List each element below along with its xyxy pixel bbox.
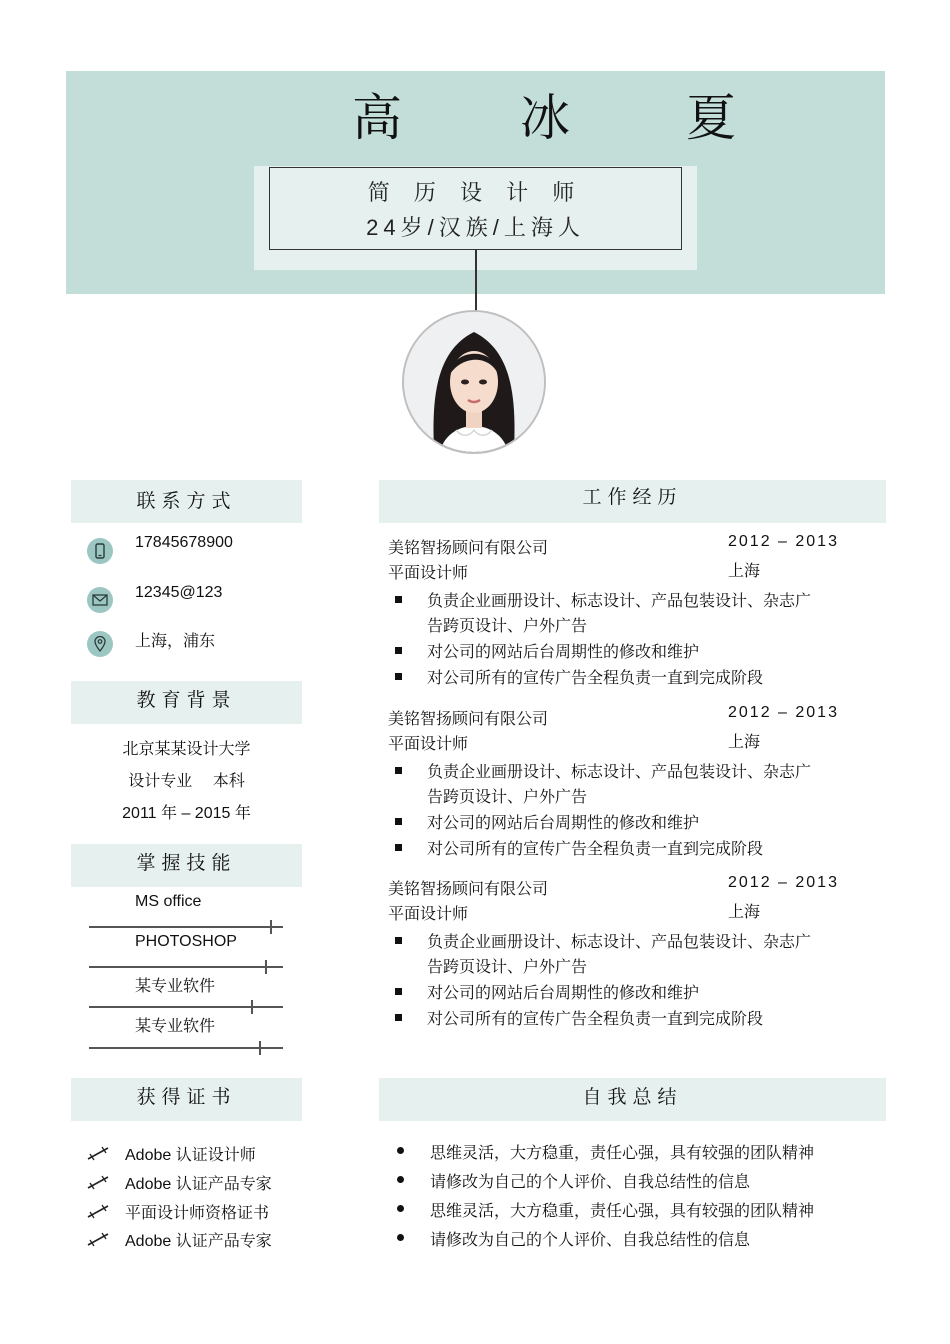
skill-bar (89, 966, 283, 968)
work-location: 上海 (728, 563, 761, 580)
company-name: 美铭智扬顾问有限公司 (388, 711, 549, 728)
job-position: 平面设计师 (388, 736, 469, 753)
work-title: 工作经历 (582, 487, 683, 508)
bullet-square (395, 767, 402, 774)
profile-photo (402, 310, 546, 454)
certificates-title: 获得证书 (136, 1087, 237, 1108)
skill-level-marker (265, 960, 267, 974)
skill-label: MS office (135, 893, 202, 910)
education-title: 教育背景 (136, 690, 237, 711)
certificate-scroll-icon (86, 1174, 110, 1190)
phone-number: 17845678900 (135, 534, 233, 551)
skill-label: 某专业软件 (135, 1018, 216, 1035)
bullet-dot (397, 1147, 404, 1154)
bullet-square (395, 673, 402, 680)
skill-bar (89, 926, 283, 928)
job-title: 简 历 设 计 师 (367, 180, 584, 205)
work-location: 上海 (728, 734, 761, 751)
duty-item: 对公司所有的宣传广告全程负责一直到完成阶段 (427, 841, 764, 858)
contact-title: 联系方式 (136, 491, 237, 512)
address: 上海，浦东 (135, 633, 216, 650)
skill-level-marker (259, 1041, 261, 1055)
name-char-3: 夏 (686, 90, 736, 146)
education-section-header (71, 681, 302, 724)
certificate-item: Adobe 认证设计师 (125, 1147, 256, 1164)
bullet-square (395, 844, 402, 851)
duty-item-continued: 告跨页设计、户外广告 (427, 789, 588, 806)
bullet-square (395, 647, 402, 654)
bullet-square (395, 818, 402, 825)
contact-section-header (71, 480, 302, 523)
work-section-header (379, 480, 886, 523)
duty-item-continued: 告跨页设计、户外广告 (427, 959, 588, 976)
skill-level-marker (270, 920, 272, 934)
certificate-scroll-icon (86, 1203, 110, 1219)
bullet-dot (397, 1205, 404, 1212)
study-period: 2011 年 – 2015 年 (122, 805, 251, 822)
duty-item: 对公司所有的宣传广告全程负责一直到完成阶段 (427, 1011, 764, 1028)
skill-level-marker (251, 1000, 253, 1014)
name-char-1: 高 (352, 90, 402, 146)
job-position: 平面设计师 (388, 565, 469, 582)
job-position: 平面设计师 (388, 906, 469, 923)
certificate-item: Adobe 认证产品专家 (125, 1233, 272, 1250)
location-icon (87, 631, 113, 657)
summary-item: 思维灵活，大方稳重，责任心强，具有较强的团队精神 (430, 1145, 815, 1162)
work-date: 2012 – 2013 (728, 874, 839, 891)
duty-item-continued: 告跨页设计、户外广告 (427, 618, 588, 635)
major-degree: 设计专业 本科 (128, 773, 245, 790)
work-location: 上海 (728, 904, 761, 921)
connector-line (475, 250, 477, 311)
duty-item: 负责企业画册设计、标志设计、产品包装设计、杂志广 (427, 593, 812, 610)
bullet-square (395, 937, 402, 944)
bullet-square (395, 988, 402, 995)
duty-item: 对公司的网站后台周期性的修改和维护 (427, 644, 700, 661)
duty-item: 负责企业画册设计、标志设计、产品包装设计、杂志广 (427, 934, 812, 951)
skills-section-header (71, 844, 302, 887)
personal-info: 24岁/汉族/上海人 (366, 215, 585, 240)
summary-item: 请修改为自己的个人评价、自我总结性的信息 (430, 1174, 751, 1191)
summary-item: 请修改为自己的个人评价、自我总结性的信息 (430, 1232, 751, 1249)
certificate-item: Adobe 认证产品专家 (125, 1176, 272, 1193)
mail-icon (87, 587, 113, 613)
duty-item: 对公司的网站后台周期性的修改和维护 (427, 985, 700, 1002)
skill-bar (89, 1006, 283, 1008)
school-name: 北京某某设计大学 (122, 741, 251, 758)
company-name: 美铭智扬顾问有限公司 (388, 881, 549, 898)
duty-item: 负责企业画册设计、标志设计、产品包装设计、杂志广 (427, 764, 812, 781)
summary-item: 思维灵活，大方稳重，责任心强，具有较强的团队精神 (430, 1203, 815, 1220)
certificates-section-header (71, 1078, 302, 1121)
certificate-item: 平面设计师资格证书 (125, 1205, 270, 1222)
summary-title: 自我总结 (582, 1087, 683, 1108)
bullet-square (395, 596, 402, 603)
work-date: 2012 – 2013 (728, 533, 839, 550)
skills-title: 掌握技能 (136, 853, 237, 874)
phone-icon (87, 538, 113, 564)
summary-section-header (379, 1078, 886, 1121)
certificate-scroll-icon (86, 1231, 110, 1247)
duty-item: 对公司的网站后台周期性的修改和维护 (427, 815, 700, 832)
name-char-2: 冰 (520, 90, 570, 146)
bullet-dot (397, 1176, 404, 1183)
portrait-illustration (404, 312, 544, 452)
title-box (269, 167, 682, 250)
skill-label: 某专业软件 (135, 978, 216, 995)
candidate-name (66, 86, 885, 150)
company-name: 美铭智扬顾问有限公司 (388, 540, 549, 557)
skill-bar (89, 1047, 283, 1049)
duty-item: 对公司所有的宣传广告全程负责一直到完成阶段 (427, 670, 764, 687)
certificate-scroll-icon (86, 1145, 110, 1161)
email-address: 12345@123 (135, 584, 223, 601)
work-date: 2012 – 2013 (728, 704, 839, 721)
skill-label: PHOTOSHOP (135, 933, 237, 950)
bullet-square (395, 1014, 402, 1021)
bullet-dot (397, 1234, 404, 1241)
